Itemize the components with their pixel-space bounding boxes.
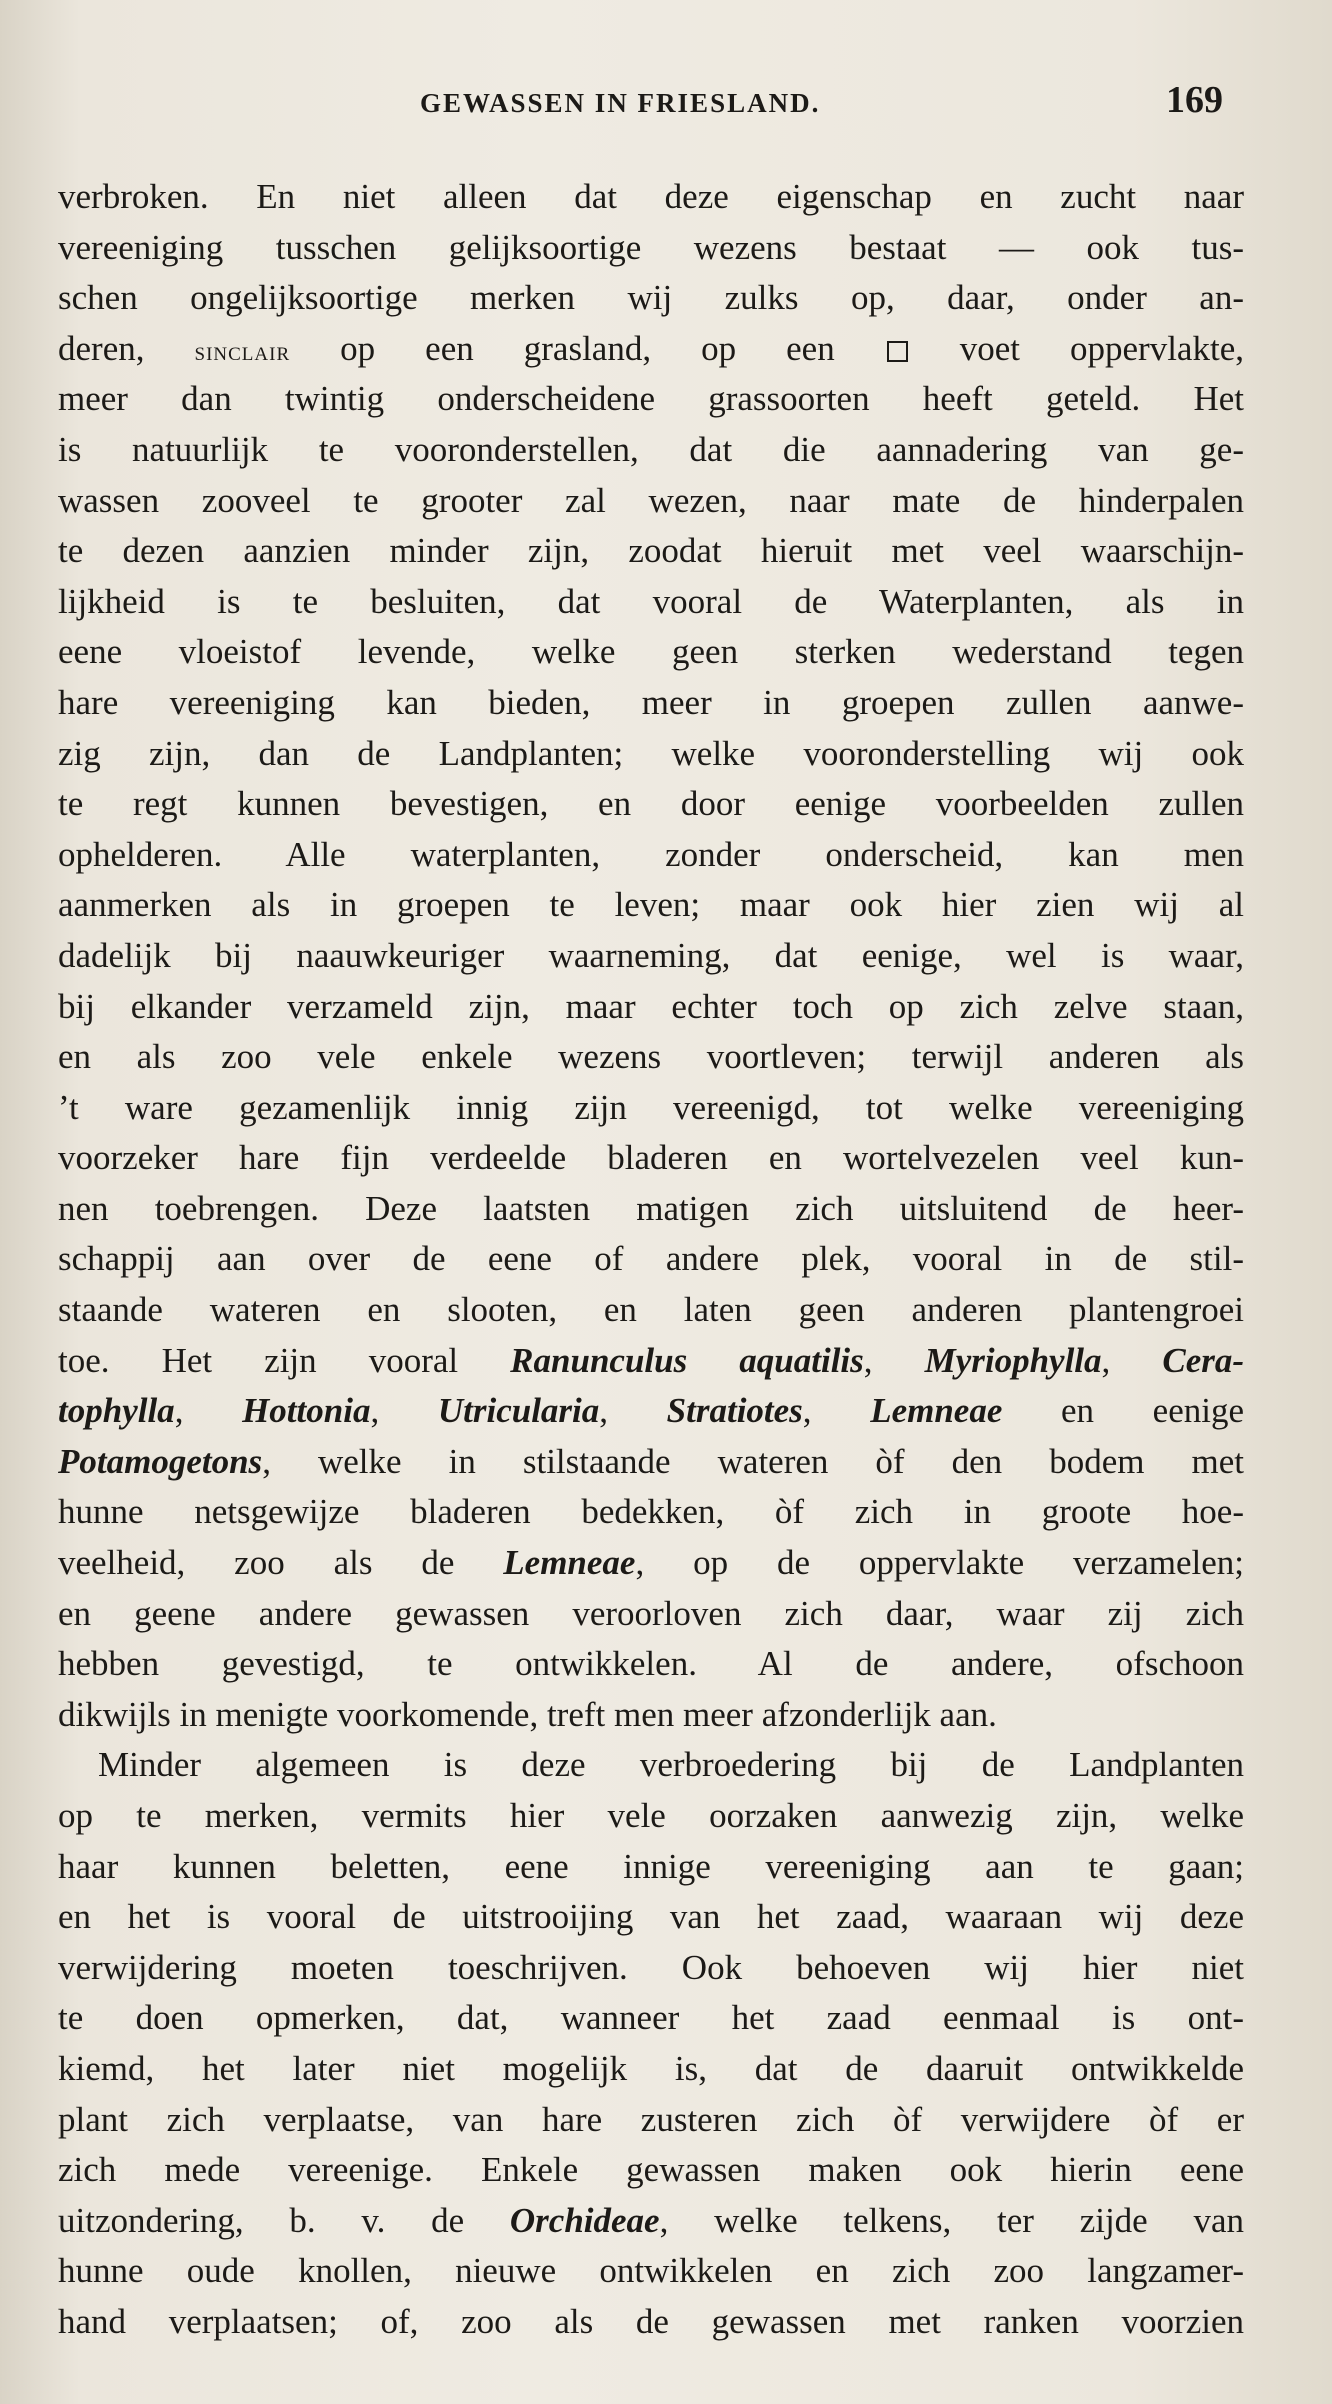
text-line [58,1791,1244,1842]
text-segment: te dezen aanzien minder zijn, zoodat hieruit met veel waarschijn- [58,531,1244,571]
page-number: 169 [1166,79,1223,121]
text-segment: , [599,1391,667,1431]
text-line [58,476,1244,527]
text-segment: dadelijk bij naauwkeuriger waarneming, dat eenige, wel is waar, [58,935,1244,975]
text-segment: , welke in stilstaande wateren òf den bodem met [262,1441,1244,1481]
text-line [58,1842,1244,1893]
text-segment: op een grasland, op een [290,328,885,368]
text-line [58,223,1244,274]
text-segment: toe. Het zijn vooral [58,1340,511,1380]
text-segment: verbroken. En niet alleen dat deze eigenschap en zucht naar [58,177,1244,216]
text-segment: voet oppervlakte, [909,328,1244,368]
text-segment: en als zoo vele enkele wezens voortleven; terwijl anderen als [58,1037,1244,1077]
text-line [58,172,1244,223]
text-line [58,627,1244,678]
text-line [58,1740,1244,1791]
text-segment: ’t ware gezamenlijk innig zijn vereenigd, tot welke vereeniging [58,1087,1244,1127]
text-segment: dikwijls in menigte voorkomende, treft men meer afzonderlijk aan. [58,1694,997,1734]
text-line [58,577,1244,628]
square-symbol-icon [887,341,908,362]
text-segment: hand verplaatsen; of, zoo als de gewassen met ranken voorzien [58,2301,1244,2341]
text-line [58,1487,1244,1538]
text-segment: staande wateren en slooten, en laten geen anderen plantengroei [58,1290,1244,1330]
text-line [58,830,1244,881]
text-segment: schen ongelijksoortige merken wij zulks op, daar, onder an- [58,278,1244,318]
running-head: GEWASSEN IN FRIESLAND. [420,88,821,118]
text-line [58,1234,1244,1285]
text-segment: is natuurlijk te vooronderstellen, dat die aannadering van ge- [58,429,1244,469]
text-line [58,982,1244,1033]
taxon-name: Ranunculus aquatilis [510,1340,864,1380]
text-line [58,2044,1244,2095]
text-segment: , [1101,1340,1163,1380]
taxon-name: Orchideae [509,2200,660,2240]
text-line [58,779,1244,830]
text-line [58,1639,1244,1690]
text-segment: , [802,1391,871,1431]
text-line [58,1690,1244,1741]
text-line [58,1032,1244,1083]
taxon-name: Lemneae [503,1543,636,1583]
text-segment: , op de oppervlakte verzamelen; [635,1543,1244,1583]
author-name: sinclair [194,335,291,366]
text-line [58,1336,1244,1387]
text-line [58,1285,1244,1336]
text-segment: verwijdering moeten toeschrijven. Ook behoeven wij hier niet [58,1947,1244,1987]
text-line [58,729,1244,780]
text-line [58,2095,1244,2146]
text-segment: haar kunnen beletten, eene innige vereeniging aan te gaan; [58,1846,1244,1886]
text-segment: hebben gevestigd, te ontwikkelen. Al de andere, ofschoon [58,1644,1244,1684]
text-line [58,1133,1244,1184]
text-line [58,273,1244,324]
text-segment: , [863,1340,925,1380]
text-segment: zig zijn, dan de Landplanten; welke vooronderstelling wij ook [58,733,1244,773]
text-segment: veelheid, zoo als de [58,1543,504,1583]
taxon-name: tophylla [58,1391,175,1431]
text-segment: hunne netsgewijze bladeren bedekken, òf zich in groote hoe- [58,1492,1244,1532]
text-segment: uitzondering, b. v. de [58,2200,510,2240]
text-segment: Minder algemeen is deze verbroedering bij de Landplanten [98,1745,1244,1785]
text-line [58,2196,1244,2247]
text-line [58,425,1244,476]
text-segment: eene vloeistof levende, welke geen sterken wederstand tegen [58,632,1244,672]
text-line [58,931,1244,982]
text-segment: voorzeker hare fijn verdeelde bladeren en wortelvezelen veel kun- [58,1138,1244,1178]
text-segment: nen toebrengen. Deze laatsten matigen zich uitsluitend de heer- [58,1188,1244,1228]
text-segment: vereeniging tusschen gelijksoortige wezens bestaat — ook tus- [58,227,1244,267]
text-segment: te doen opmerken, dat, wanneer het zaad eenmaal is ont- [58,1998,1244,2038]
text-line [58,1892,1244,1943]
taxon-name: Cera- [1162,1340,1244,1380]
text-line [58,1184,1244,1235]
text-segment: deren, [58,328,195,368]
text-segment: bij elkander verzameld zijn, maar echter toch op zich zelve staan, [58,986,1244,1026]
text-segment: en het is vooral de uitstrooijing van het zaad, waaraan wij deze [58,1897,1244,1937]
text-segment: plant zich verplaatse, van hare zusteren zich òf verwijdere òf er [58,2099,1244,2139]
text-segment: lijkheid is te besluiten, dat vooral de Waterplanten, als in [58,581,1244,621]
text-segment: schappij aan over de eene of andere plek, vooral in de stil- [58,1239,1244,1279]
text-line [58,2297,1244,2348]
text-segment: wassen zooveel te grooter zal wezen, naar mate de hinderpalen [58,480,1244,520]
text-segment: te regt kunnen bevestigen, en door eenige voorbeelden zullen [58,784,1244,824]
text-line [58,374,1244,425]
taxon-name: Potamogetons [58,1441,263,1481]
text-segment: hunne oude knollen, nieuwe ontwikkelen en zich zoo langzamer- [58,2251,1244,2291]
taxon-name: Hottonia [242,1391,371,1431]
text-segment: aanmerken als in groepen te leven; maar ook hier zien wij al [58,885,1244,925]
taxon-name: Lemneae [870,1391,1003,1431]
text-line [58,678,1244,729]
text-line [58,526,1244,577]
text-segment: hare vereeniging kan bieden, meer in groepen zullen aanwe- [58,682,1244,722]
text-segment: , [174,1391,243,1431]
text-line [58,324,1244,375]
text-line [58,2246,1244,2297]
text-line [58,1943,1244,1994]
text-line [58,1538,1244,1589]
text-segment: , [370,1391,438,1431]
text-segment: op te merken, vermits hier vele oorzaken aanwezig zijn, welke [58,1796,1244,1835]
page-header [0,78,1332,138]
text-segment: , welke telkens, ter zijde van [659,2200,1244,2240]
text-segment: ophelderen. Alle waterplanten, zonder onderscheid, kan men [58,834,1244,874]
text-line [58,2145,1244,2196]
text-line [58,1589,1244,1640]
text-segment: meer dan twintig onderscheidene grassoorten heeft geteld. Het [58,379,1244,419]
taxon-name: Myriophylla [924,1340,1102,1380]
text-line [58,1437,1244,1488]
text-line [58,880,1244,931]
text-line [58,1083,1244,1134]
text-segment: en geene andere gewassen veroorloven zich daar, waar zij zich [58,1593,1244,1633]
text-segment: en eenige [1002,1391,1244,1431]
text-segment: kiemd, het later niet mogelijk is, dat de daaruit ontwikkelde [58,2048,1244,2088]
text-segment: zich mede vereenige. Enkele gewassen maken ook hierin eene [58,2150,1244,2190]
text-line [58,1386,1244,1437]
body-text [58,172,1244,2348]
taxon-name: Utricularia [437,1391,600,1431]
text-line [58,1993,1244,2044]
taxon-name: Stratiotes [666,1391,803,1431]
